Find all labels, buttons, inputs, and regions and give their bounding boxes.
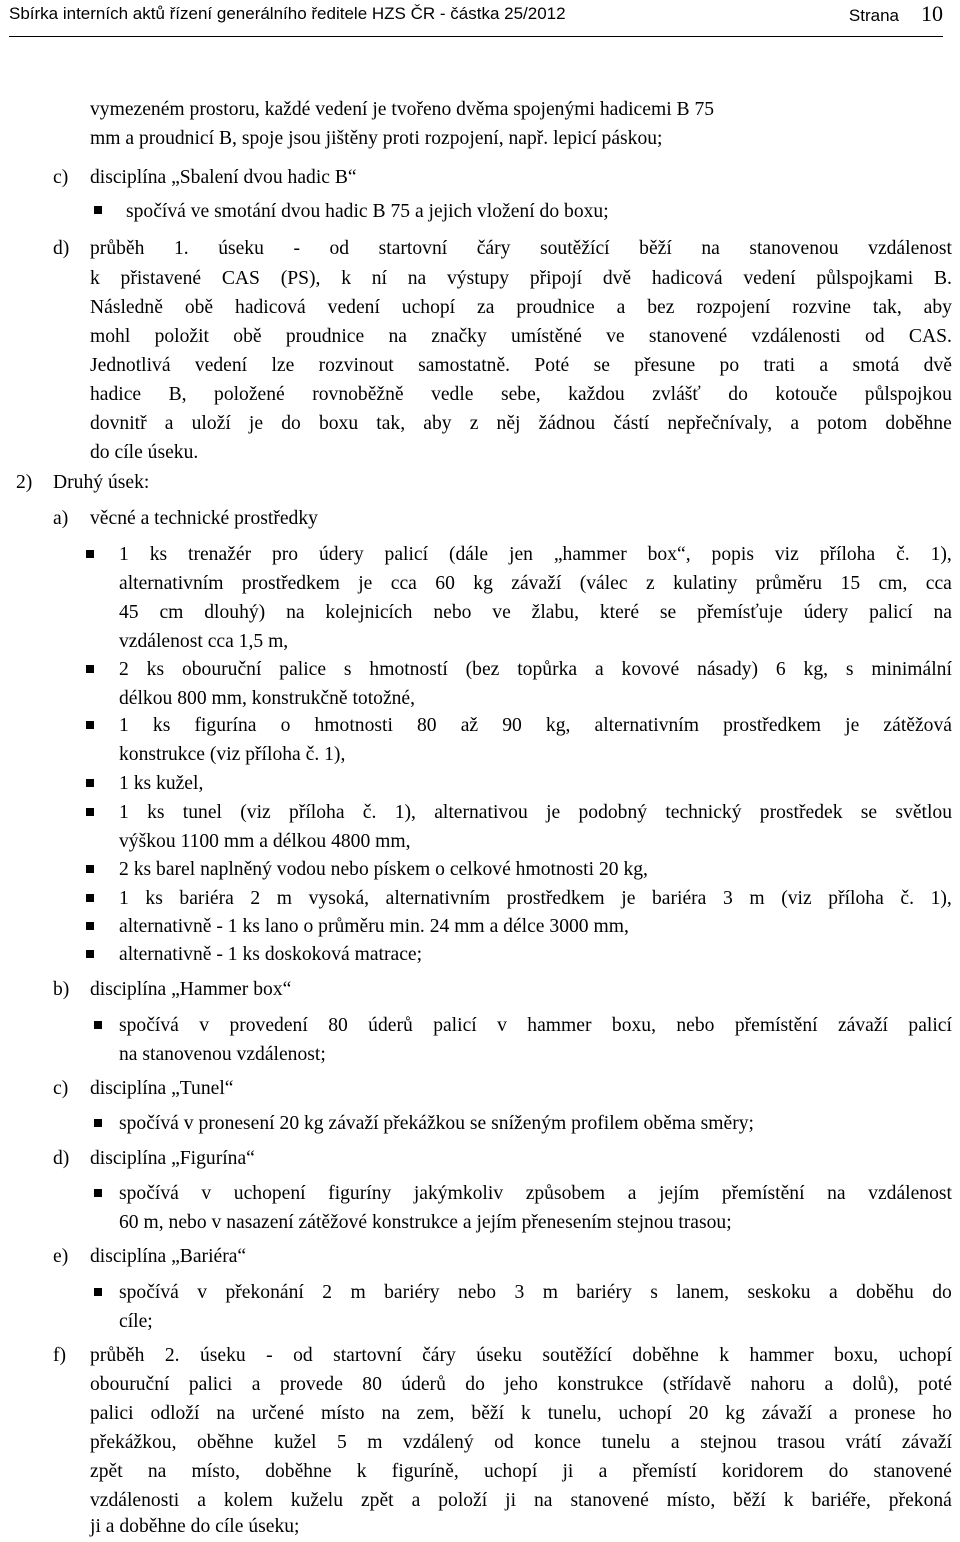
page-number: 10 <box>921 1 943 26</box>
paragraph-line: dovnitř a uloží je do boxu tak, aby z něj žádnou částí nepřečnívaly, a potom doběhne <box>90 413 952 434</box>
paragraph-line: palici odloží na určené místo na zem, běží k tunelu, uchopí 20 kg závaží a pronese ho <box>90 1403 952 1424</box>
section-heading: věcné a technické prostředky <box>90 508 318 529</box>
collection-title: Sbírka interních aktů řízení generálního ředitele HZS ČR - částka 25/2012 <box>9 4 566 23</box>
section-number: 2) <box>16 472 33 493</box>
bullet-text: vzdálenost cca 1,5 m, <box>119 631 289 652</box>
bullet-icon <box>94 1119 102 1127</box>
bullet-icon <box>86 950 94 958</box>
paragraph-line: překážkou, oběhne kužel 5 m vzdálený od konce tunelu a stejnou trasou vrátí závaží <box>90 1432 952 1453</box>
bullet-text: 1 ks kužel, <box>119 773 204 794</box>
bullet-icon <box>94 1021 102 1029</box>
paragraph-line: ji a doběhne do cíle úseku; <box>90 1516 300 1537</box>
bullet-text: spočívá ve smotání dvou hadic B 75 a jejich vložení do boxu; <box>126 201 609 222</box>
bullet-icon <box>86 894 94 902</box>
bullet-text: alternativním prostředkem je cca 60 kg závaží (válec z kulatiny průměru 15 cm, cca <box>119 573 952 594</box>
section-heading: disciplína „Hammer box“ <box>90 979 292 1000</box>
bullet-icon <box>94 206 102 214</box>
paragraph-line: obouruční palici a provede 80 úderů do jeho konstrukce (střídavě nahoru a dolů), poté <box>90 1374 952 1395</box>
paragraph-line: Následně obě hadicová vedení uchopí za proudnice a bez rozpojení rozvine tak, aby <box>90 297 952 318</box>
paragraph-line: průběh 1. úseku - od startovní čáry soutěžící běží na stanovenou vzdálenost <box>90 238 952 259</box>
paragraph-line: hadice B, položené rovnoběžně vedle sebe, každou zvlášť do kotouče půlspojkou <box>90 384 952 405</box>
bullet-text: konstrukce (viz příloha č. 1), <box>119 744 346 765</box>
bullet-icon <box>86 779 94 787</box>
paragraph-line: Jednotlivá vedení lze rozvinout samostatně. Poté se přesune po trati a smotá dvě <box>90 355 952 376</box>
bullet-text: 60 m, nebo v nasazení zátěžové konstrukce a jejím přenesením stejnou trasou; <box>119 1212 732 1233</box>
item-label: d) <box>53 1148 70 1169</box>
bullet-text: 2 ks obouruční palice s hmotností (bez topůrka a kovové násady) 6 kg, s minimální <box>119 659 952 680</box>
paragraph-line: průběh 2. úseku - od startovní čáry úseku soutěžící doběhne k hammer boxu, uchopí <box>90 1345 952 1366</box>
section-heading: Druhý úsek: <box>53 472 150 493</box>
section-heading: disciplína „Sbalení dvou hadic B“ <box>90 167 357 188</box>
bullet-icon <box>86 721 94 729</box>
bullet-text: alternativně - 1 ks doskoková matrace; <box>119 944 423 965</box>
page-header <box>9 0 943 37</box>
paragraph-line: vzdálenosti a kolem kuželu zpět a položí ji na stanovené místo, běží k bariéře, překoná <box>90 1490 952 1511</box>
bullet-text: spočívá v provedení 80 úderů palicí v hammer boxu, nebo přemístění závaží palicí <box>119 1015 952 1036</box>
paragraph-line: do cíle úseku. <box>90 442 199 463</box>
item-label: d) <box>53 238 70 259</box>
bullet-text: spočívá v uchopení figuríny jakýmkoliv způsobem a jejím přemístění na vzdálenost <box>119 1183 952 1204</box>
bullet-text: cíle; <box>119 1311 153 1332</box>
item-label: a) <box>53 508 69 529</box>
page-indicator <box>849 1 943 27</box>
item-label: c) <box>53 1078 69 1099</box>
bullet-text: 1 ks figurína o hmotnosti 80 až 90 kg, alternativním prostředkem je zátěžová <box>119 715 952 736</box>
bullet-text: délkou 800 mm, konstrukčně totožné, <box>119 688 416 709</box>
paragraph-line: mm a proudnicí B, spoje jsou jištěny proti rozpojení, např. lepicí páskou; <box>90 128 663 149</box>
bullet-text: výškou 1100 mm a délkou 4800 mm, <box>119 831 411 852</box>
item-label: b) <box>53 979 70 1000</box>
bullet-text: 1 ks tunel (viz příloha č. 1), alternativou je podobný technický prostředek se světlou <box>119 802 952 823</box>
item-label: e) <box>53 1246 69 1267</box>
bullet-text: alternativně - 1 ks lano o průměru min. 24 mm a délce 3000 mm, <box>119 916 629 937</box>
paragraph-line: zpět na místo, doběhne k figuríně, uchopí ji a přemístí koridorem do stanovené <box>90 1461 952 1482</box>
bullet-icon <box>86 922 94 930</box>
paragraph-line: k přistavené CAS (PS), k ní na výstupy připojí dvě hadicová vedení půlspojkami B. <box>90 268 952 289</box>
bullet-icon <box>86 808 94 816</box>
section-heading: disciplína „Figurína“ <box>90 1148 255 1169</box>
section-heading: disciplína „Tunel“ <box>90 1078 234 1099</box>
paragraph-line: vymezeném prostoru, každé vedení je tvořeno dvěma spojenými hadicemi B 75 <box>90 99 715 120</box>
section-heading: disciplína „Bariéra“ <box>90 1246 247 1267</box>
bullet-text: spočívá v překonání 2 m bariéry nebo 3 m bariéry s lanem, seskoku a doběhu do <box>119 1282 952 1303</box>
paragraph-line: mohl položit obě proudnice na značky umístěné ve stanovené vzdálenosti od CAS. <box>90 326 952 347</box>
bullet-text: na stanovenou vzdálenost; <box>119 1044 326 1065</box>
bullet-text: spočívá v pronesení 20 kg závaží překážkou se sníženým profilem oběma směry; <box>119 1113 754 1134</box>
bullet-text: 45 cm dlouhý) na kolejnicích nebo ve žlabu, které se přemísťuje údery palicí na <box>119 602 952 623</box>
bullet-icon <box>94 1288 102 1296</box>
bullet-text: 2 ks barel naplněný vodou nebo pískem o celkové hmotnosti 20 kg, <box>119 859 648 880</box>
item-label: f) <box>53 1345 67 1366</box>
page-label: Strana <box>848 6 899 25</box>
bullet-icon <box>86 665 94 673</box>
bullet-icon <box>86 550 94 558</box>
bullet-text: 1 ks bariéra 2 m vysoká, alternativním prostředkem je bariéra 3 m (viz příloha č. 1), <box>119 888 952 909</box>
bullet-text: 1 ks trenažér pro údery palicí (dále jen „hammer box“, popis viz příloha č. 1), <box>119 544 952 565</box>
item-label: c) <box>53 167 69 188</box>
bullet-icon <box>86 865 94 873</box>
bullet-icon <box>94 1189 102 1197</box>
